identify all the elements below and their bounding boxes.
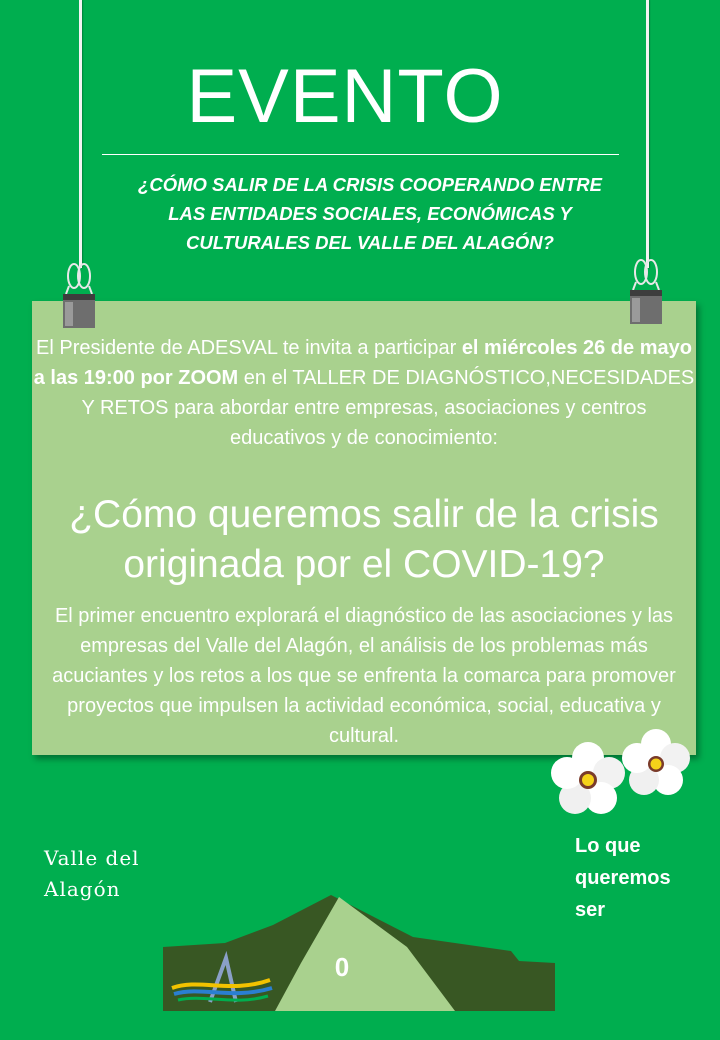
logo-icon	[170, 950, 280, 1010]
binder-clip-icon	[628, 258, 664, 328]
slogan	[575, 830, 705, 926]
event-subtitle	[120, 170, 620, 257]
invite-text: El Presidente de ADESVAL te invita a participar	[36, 337, 462, 359]
flower-icon	[548, 724, 700, 828]
event-title: EVENTO	[186, 54, 504, 139]
page-number: 0	[334, 952, 350, 982]
binder-clip-icon	[61, 262, 97, 332]
subtitle-line: CULTURALES DEL VALLE DEL ALAGÓN?	[186, 232, 554, 253]
main-question: ¿Cómo queremos salir de la crisis originada por el COVID-19?	[69, 493, 659, 586]
brand-name	[44, 843, 174, 905]
slogan-line: queremos	[575, 867, 671, 889]
brand-line: Valle del	[44, 846, 140, 870]
brand-line: Alagón	[44, 877, 121, 901]
slogan-line: ser	[575, 899, 606, 921]
subtitle-line: LAS ENTIDADES SOCIALES, ECONÓMICAS Y	[168, 203, 572, 224]
subtitle-line: ¿CÓMO SALIR DE LA CRISIS COOPERANDO ENTRE	[138, 174, 602, 195]
invite-text: en el TALLER DE DIAGNÓSTICO,NECESIDADES Y RETOS para abordar entre empresas, asociaciones y centros educativos y de conocimiento:	[81, 367, 695, 449]
event-date: el miércoles 26 de mayo a las 19:00 por ZOOM	[33, 337, 692, 389]
slogan-line: Lo que	[575, 835, 641, 857]
event-description: El primer encuentro explorará el diagnóstico de las asociaciones y las empresas del Valle del Alagón, el análisis de los problemas más acuciantes y los retos a los que se enfrenta la comarca para promover proyectos que impulsen la actividad económica, social, educativa y cultural.	[52, 605, 676, 747]
invitation-text	[32, 333, 696, 453]
title-divider	[102, 154, 619, 155]
